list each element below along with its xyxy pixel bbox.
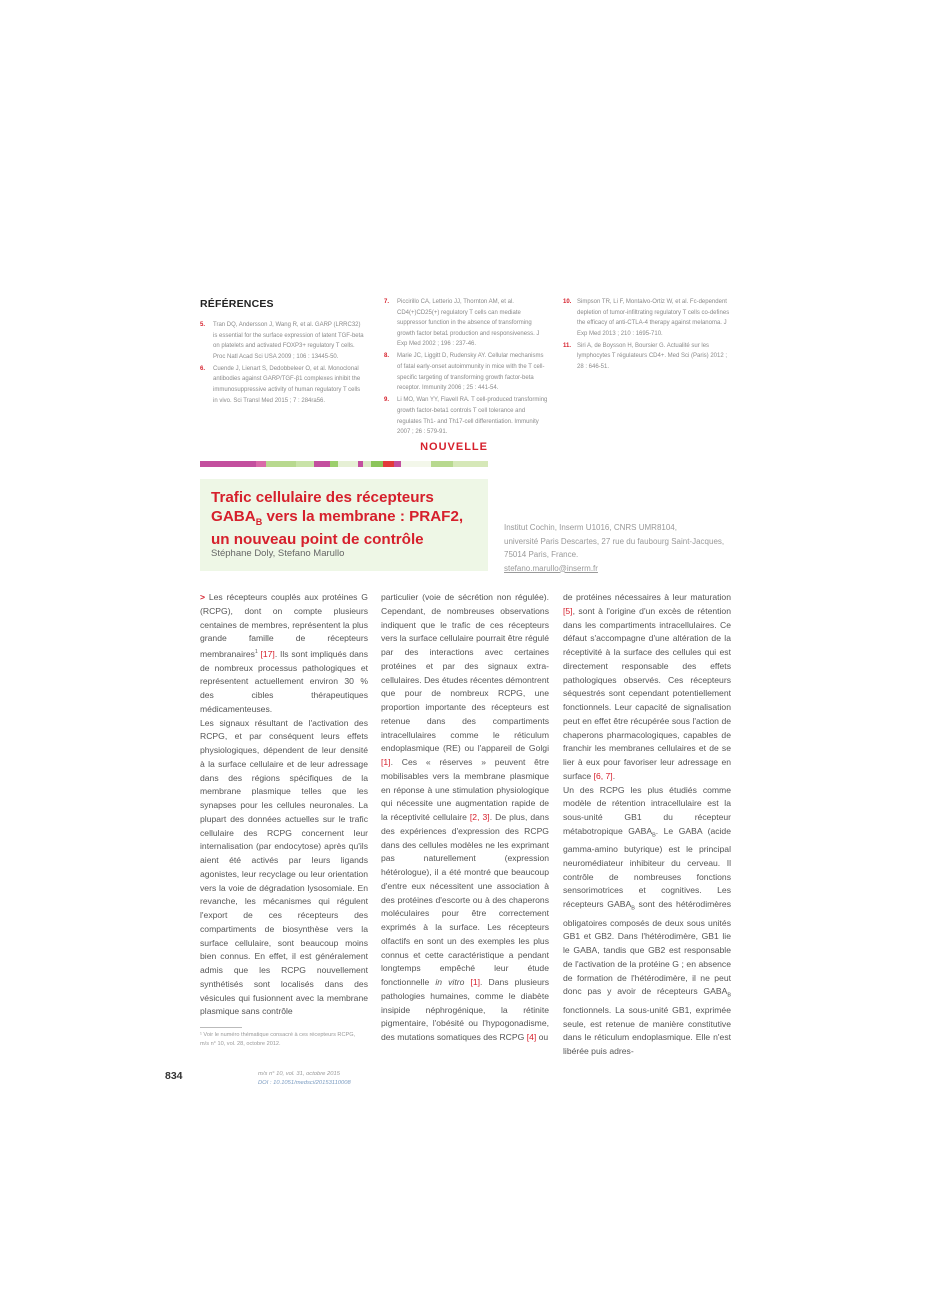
paragraph: > Les récepteurs couplés aux protéines G (RCPG), dont on compte plusieurs centaines de membres, représentent la plus grande famille de récepteurs membranaires$^1$ [17]. Ils sont impliqués dans de nombreux processus pathologiques et représentent actuellement environ 30 % des cibles thérapeutiques médicamenteuses. <box>200 592 369 714</box>
paragraph: Un des RCPG les plus étudiés comme modèle de rétention intracellulaire est la sous-unité GB1 du récepteur métabotropique $GABA_B$. Le GABA (acide gamma-amino butyrique) est le principal neuromédiateur inhibiteur du cerveau. Il contrôle de nombreuses fonctions sensorimotrices et cognitives. Les récepteurs $GABA_B$ sont des hétérodimères obligatoires composés de deux sous unités GB1 et GB2. Dans l'hétérodimère, GB1 lie le GABA, tandis que GB2 est responsable de l'activation de la protéine G ; en absence de formation de l'hétérodimère, il ne peut donc pas y avoir de récepteurs $GABA_B$ fonctionnels. La sous-unité GB1, exprimée seule, est retenue de manière constitutive dans le réticulum endoplasmique. Elle n'est libérée puis adres- <box>563 784 731 1057</box>
stripe-segment <box>383 461 394 467</box>
reference-item: 8. Marie JC, Liggitt D, Rudensky AY. Cellular mechanisms of fatal early-onset autoimmunity in mice with the T cell-specific targeting of transforming growth factor-beta receptor. Immunity 2006 ; 25 : 441-54. <box>384 353 545 392</box>
references-column-2 <box>384 297 549 439</box>
paragraph: particulier (voie de sécrétion non régulée). Cependant, de nombreuses observations indiquent que le trafic de ces récepteurs vers la surface cellulaire pourrait être régulé par des interactions avec certaines protéines et par des signaux extra-cellulaires. Des études récentes démontrent que pour de nombreux RCPG, une proportion importante des récepteurs est retenue dans des compartiments intracellulaires comme le réticulum endoplasmique (RE) ou l'appareil de Golgi [1]. Ces « réserves » peuvent être mobilisables vers la membrane plasmique en réponse à une stimulation physiologique qui nécessite une augmentation rapide de la réceptivité cellulaire [2, 3]. De plus, dans des expériences d'expression des RCPG dans des cellules modèles ne les exprimant pas naturellement (expression hétérologue), il a été montré que beaucoup d'entre eux nécessitent une association à des protéines d'escorte ou à des chaperons moléculaires pour être correctement exprimés à la surface. Les récepteurs olfactifs en sont un des exemples les plus connus et cette caractéristique a pendant longtemps empêché leur étude fonctionnelle in vitro [1]. Dans plusieurs pathologies humaines, comme le diabète insipide néphrogénique, la rétinite pigmentaire, l'obésité ou l'hypogonadisme, des mutations somatiques des RCPG [4] ou <box>381 592 550 1042</box>
footnote-divider <box>200 1027 242 1028</box>
citation-link[interactable]: [2, 3] <box>469 812 490 822</box>
stripe-segment <box>363 461 371 467</box>
citation-link[interactable]: [17] <box>260 648 275 659</box>
author-email-link[interactable]: stefano.marullo@inserm.fr <box>504 563 598 573</box>
stripe-segment <box>401 461 431 467</box>
decorative-stripe <box>200 461 488 467</box>
stripe-segment <box>371 461 383 467</box>
reference-item: 5. Tran DQ, Andersson J, Wang R, et al. GARP (LRRC32) is essential for the surface expression of latent TGF-beta on platelets and activated FOXP3+ regulatory T cells. Proc Natl Acad Sci USA 2009 ; 106 : 13445-50. <box>200 322 364 360</box>
references-column-1 <box>200 320 365 408</box>
section-label: NOUVELLE <box>420 441 488 453</box>
stripe-segment <box>338 461 358 467</box>
journal-info: m/s n° 10, vol. 31, octobre 2015 DOI : 10.1051/medsci/20153110008 <box>258 1071 351 1086</box>
reference-item: 7. Piccirillo CA, Letterio JJ, Thornton AM, et al. CD4(+)CD25(+) regulatory T cells can mediate suppressor function in the absence of transforming growth factor beta1 production and responsiveness. J Exp Med 2002 ; 196 : 237-46. <box>384 299 540 348</box>
article-title-box <box>200 479 488 571</box>
references-heading: RÉFÉRENCES <box>200 298 274 310</box>
article-authors: Stéphane Doly, Stefano Marullo <box>211 548 345 559</box>
doi-link[interactable]: DOI : 10.1051/medsci/20153110008 <box>258 1080 351 1086</box>
reference-item: 11. Siri A, de Boysson H, Boursier G. Actualité sur les lymphocytes T régulateurs CD4+. Med Sci (Paris) 2012 ; 28 : 646-51. <box>563 342 728 371</box>
page-number: 834 <box>165 1070 183 1082</box>
stripe-segment <box>431 461 453 467</box>
stripe-segment <box>453 461 488 467</box>
citation-link[interactable]: [1] <box>470 977 481 987</box>
footnote: ¹ Voir le numéro thématique consacré à ces récepteurs RCPG, m/s n° 10, vol. 28, octobre 2012. <box>200 1032 356 1047</box>
citation-link[interactable]: [1] <box>381 757 391 767</box>
stripe-segment <box>266 461 296 467</box>
citation-link[interactable]: [6, 7] <box>593 770 613 781</box>
article-title: Trafic cellulaire des récepteurs $GABA_B$ vers la membrane : PRAF2, un nouveau point de contrôle <box>211 489 464 549</box>
body-column-3 <box>563 591 731 1059</box>
reference-item: 6. Cuende J, Lienart S, Dedobbeleer O, et al. Monoclonal antibodies against GARP/TGF-β1 complexes inhibit the immunosuppressive activity of human regulatory T cells in vivo. Sci Transl Med 2015 ; 7 : 284ra56. <box>200 365 361 404</box>
body-column-2 <box>381 591 549 1045</box>
stripe-segment <box>296 461 314 467</box>
citation-link[interactable]: [5] <box>563 605 573 616</box>
reference-item: 9. Li MO, Wan YY, Flavell RA. T cell-produced transforming growth factor-beta1 controls T cell tolerance and regulates Th1- and Th17-cell differentiation. Immunity 2007 ; 26 : 579-91. <box>384 397 548 436</box>
stripe-segment <box>256 461 266 467</box>
stripe-segment <box>394 461 401 467</box>
references-column-3 <box>563 297 733 374</box>
stripe-segment <box>330 461 338 467</box>
author-affiliation: Institut Cochin, Inserm U1016, CNRS UMR8104, université Paris Descartes, 27 rue du faubourg Saint-Jacques, 75014 Paris, France. stefano.marullo@inserm.fr <box>504 521 744 575</box>
reference-item: 10. Simpson TR, Li F, Montalvo-Ortiz W, et al. Fc-dependent depletion of tumor-infiltrating regulatory T cells co-defines the efficacy of anti-CTLA-4 therapy against melanoma. J Exp Med 2013 ; 210 : 1695-710. <box>563 299 730 337</box>
stripe-segment <box>200 461 256 467</box>
paragraph: de protéines nécessaires à leur maturation [5], sont à l'origine d'un excès de rétention dans les compartiments intracellulaires. Ce défaut s'accompagne d'une altération de la réceptivité à la surface des cellules qui est directement responsable des effets pathologiques observés. Ces récepteurs séquestrés sont cependant potentiellement fonctionnels. Leur capacité de signalisation peut en effet être récupérée sous l'action de chaperons pharmacologiques, capables de franchir les membranes cellulaires et de se lier à eux pour favoriser leur adressage en surface [6, 7]. <box>563 592 731 781</box>
paragraph: Les signaux résultant de l'activation des RCPG, et par conséquent leurs effets physiologiques, dépendent de leur densité à la surface cellulaire et de leur adressage dans des régions spécifiques de la membrane plasmique telles que les synapses pour les cellules neuronales. La plupart des données actuelles sur le trafic cellulaire des RCPG concernent leur internalisation (par endocytose) après qu'ils aient été activés par leurs ligands agonistes, leur recyclage ou leur orientation vers la voie de dégradation lysosomiale. En revanche, les mécanismes qui régulent l'export de ces récepteurs des compartiments de biosynthèse vers la surface cellulaire, sont beaucoup moins bien connus. En effet, il est généralement admis que les RCPG nouvellement synthétisés sont localisés dans des vésicules qui fusionnent avec la membrane plasmique sans contrôle <box>200 717 368 1017</box>
stripe-segment <box>314 461 330 467</box>
citation-link[interactable]: [4] <box>526 1032 537 1042</box>
body-column-1 <box>200 591 368 1019</box>
